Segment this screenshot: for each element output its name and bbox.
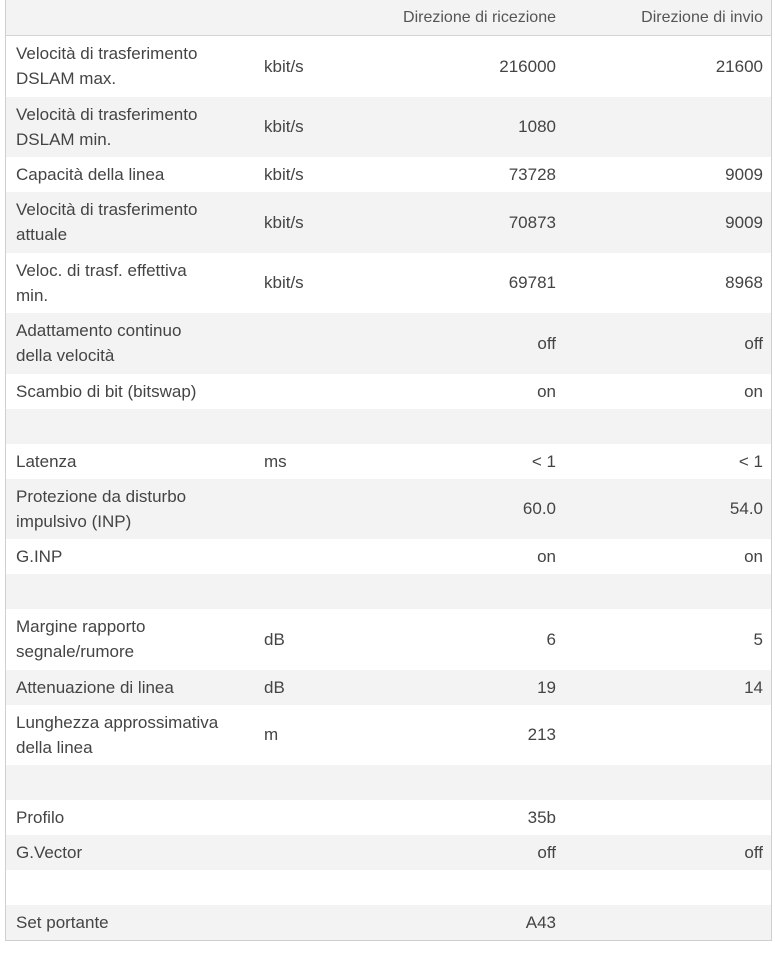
row-receive-value: 213 [527,725,556,745]
row-unit: ms [264,451,287,471]
row-label-line2: DSLAM min. [16,129,112,149]
row-label-line1: Velocità di trasferimento [16,104,198,124]
table-row [6,539,771,574]
row-label-line1: Veloc. di trasf. effettiva [16,260,187,280]
row-label-line2: della velocità [16,346,115,366]
header-send-direction: Direzione di invio [641,9,763,26]
row-label-line2: DSLAM max. [16,69,117,89]
row-send-value: 8968 [725,273,763,293]
row-label [6,449,253,474]
table-row [6,97,771,158]
row-receive-value: off [537,333,556,353]
row-label-line1: G.Vector [16,843,83,862]
row-send-value: 14 [744,677,763,697]
table-row [6,870,771,905]
table-body [6,36,771,940]
row-receive-value: on [537,381,556,401]
table-row [6,409,771,444]
row-receive-value: on [537,547,556,566]
row-send-value: 5 [753,629,763,649]
table-row [6,192,771,253]
row-receive-value: 70873 [508,212,556,232]
table-row [6,905,771,940]
header-receive-direction: Direzione di ricezione [403,9,556,26]
row-unit: kbit/s [264,56,304,76]
row-send-value: < 1 [738,451,763,471]
table-row [6,253,771,314]
row-label [6,910,253,935]
row-label [6,318,253,368]
row-label-line1: Profilo [16,808,65,827]
table-row [6,800,771,835]
table-row [6,705,771,766]
row-receive-value: < 1 [531,451,556,471]
row-send-value: 21600 [715,56,763,76]
row-send-value: 54.0 [729,499,763,519]
row-unit: dB [264,677,285,697]
row-send-value: on [744,547,763,566]
row-label [6,805,253,830]
row-label [6,484,253,534]
row-label [6,102,253,152]
row-send-value: 9009 [725,165,763,184]
row-label-line1: Protezione da disturbo [16,486,187,506]
row-label [6,544,253,569]
row-label [6,614,253,664]
table-header [6,0,771,36]
row-label-line1: Adattamento continuo [16,321,182,341]
row-label-line2: min. [16,285,49,305]
row-label-line2: impulsivo (INP) [16,511,132,531]
row-unit: kbit/s [264,117,304,137]
row-label-line1: Capacità della linea [16,165,165,184]
row-label-line2: attuale [16,225,68,245]
row-send-value: off [744,333,763,353]
table-row [6,609,771,670]
row-unit: kbit/s [264,212,304,232]
table-row [6,157,771,192]
row-label [6,840,253,865]
row-receive-value: 216000 [499,56,556,76]
table-row [6,670,771,705]
table-row [6,313,771,374]
row-label-line1: Velocità di trasferimento [16,44,198,64]
row-label [6,162,253,187]
row-label-line2: della linea [16,737,93,757]
row-label [6,258,253,308]
row-receive-value: 69781 [508,273,556,293]
row-label [6,710,253,760]
row-receive-value: 73728 [508,165,556,184]
row-label-line1: Velocità di trasferimento [16,200,198,220]
row-receive-value: 60.0 [522,499,556,519]
row-label [6,675,253,700]
row-send-value: on [744,381,763,401]
row-label [6,41,253,91]
row-unit: m [264,725,279,745]
row-label-line1: Set portante [16,913,109,932]
row-label-line1: Attenuazione di linea [16,677,174,697]
table-row [6,36,771,97]
row-receive-value: 35b [527,808,556,827]
row-label-line1: Margine rapporto [16,617,146,637]
row-label [6,197,253,247]
row-label [6,379,253,404]
row-label-line1: Lunghezza approssimativa [16,712,219,732]
dsl-info-table [5,0,772,941]
row-send-value: 9009 [725,212,763,232]
row-receive-value: 6 [546,629,556,649]
row-receive-value: 1080 [518,117,556,137]
row-unit: kbit/s [264,273,304,293]
row-receive-value: off [537,843,556,862]
table-row [6,835,771,870]
row-label-line1: G.INP [16,547,63,566]
row-label-line1: Scambio di bit (bitswap) [16,381,197,401]
row-label-line1: Latenza [16,451,77,471]
row-receive-value: A43 [525,913,556,932]
row-unit: kbit/s [264,165,304,184]
row-label-line2: segnale/rumore [16,642,135,662]
table-row [6,574,771,609]
table-row [6,479,771,540]
table-row [6,765,771,800]
table-row [6,444,771,479]
row-unit: dB [264,629,285,649]
row-send-value: off [744,843,763,862]
table-row [6,374,771,409]
row-receive-value: 19 [537,677,556,697]
